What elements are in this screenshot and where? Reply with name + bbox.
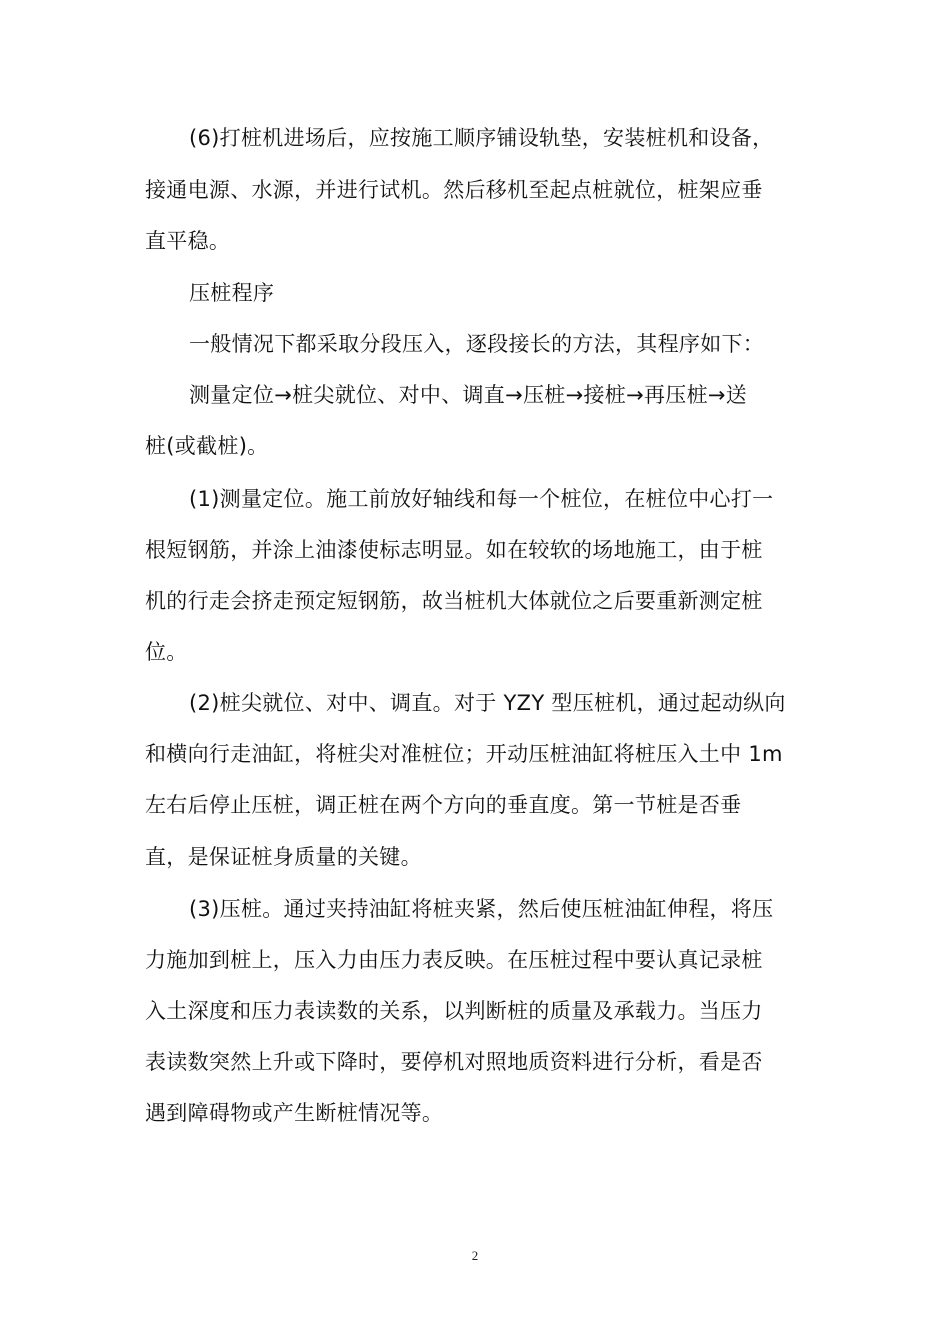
text-line: 和横向行走油缸，将桩尖对准桩位；开动压桩油缸将桩压入土中 1m bbox=[145, 742, 783, 766]
text-line: 表读数突然上升或下降时，要停机对照地质资料进行分析，看是否 bbox=[145, 1050, 763, 1074]
text-line: (2)桩尖就位、对中、调直。对于 YZY 型压桩机，通过起动纵向 bbox=[189, 691, 786, 715]
text-line: 接通电源、水源，并进行试机。然后移机至起点桩就位，桩架应垂 bbox=[145, 178, 763, 202]
section-heading: 压桩程序 bbox=[189, 281, 275, 305]
text-line: 桩(或截桩)。 bbox=[145, 434, 269, 458]
text-line: 入土深度和压力表读数的关系，以判断桩的质量及承载力。当压力 bbox=[145, 999, 763, 1023]
text-line: (1)测量定位。施工前放好轴线和每一个桩位，在桩位中心打一 bbox=[189, 487, 774, 511]
text-line: 测量定位→桩尖就位、对中、调直→压桩→接桩→再压桩→送 bbox=[189, 383, 748, 407]
text-line: (3)压桩。通过夹持油缸将桩夹紧，然后使压桩油缸伸程，将压 bbox=[189, 897, 774, 921]
text-line: 直平稳。 bbox=[145, 229, 231, 253]
text-line: 位。 bbox=[145, 640, 188, 664]
text-line: 根短钢筋，并涂上油漆使标志明显。如在较软的场地施工，由于桩 bbox=[145, 538, 763, 562]
text-line: 左右后停止压桩，调正桩在两个方向的垂直度。第一节桩是否垂 bbox=[145, 793, 742, 817]
text-line: 一般情况下都采取分段压入，逐段接长的方法，其程序如下： bbox=[189, 332, 765, 356]
text-line: 机的行走会挤走预定短钢筋，故当桩机大体就位之后要重新测定桩 bbox=[145, 589, 763, 613]
text-line: 遇到障碍物或产生断桩情况等。 bbox=[145, 1101, 444, 1125]
text-line: 直，是保证桩身质量的关键。 bbox=[145, 845, 422, 869]
text-line: (6)打桩机进场后，应按施工顺序铺设轨垫，安装桩机和设备， bbox=[189, 126, 774, 150]
text-line: 力施加到桩上，压入力由压力表反映。在压桩过程中要认真记录桩 bbox=[145, 948, 763, 972]
page-number: 2 bbox=[471, 1248, 479, 1263]
